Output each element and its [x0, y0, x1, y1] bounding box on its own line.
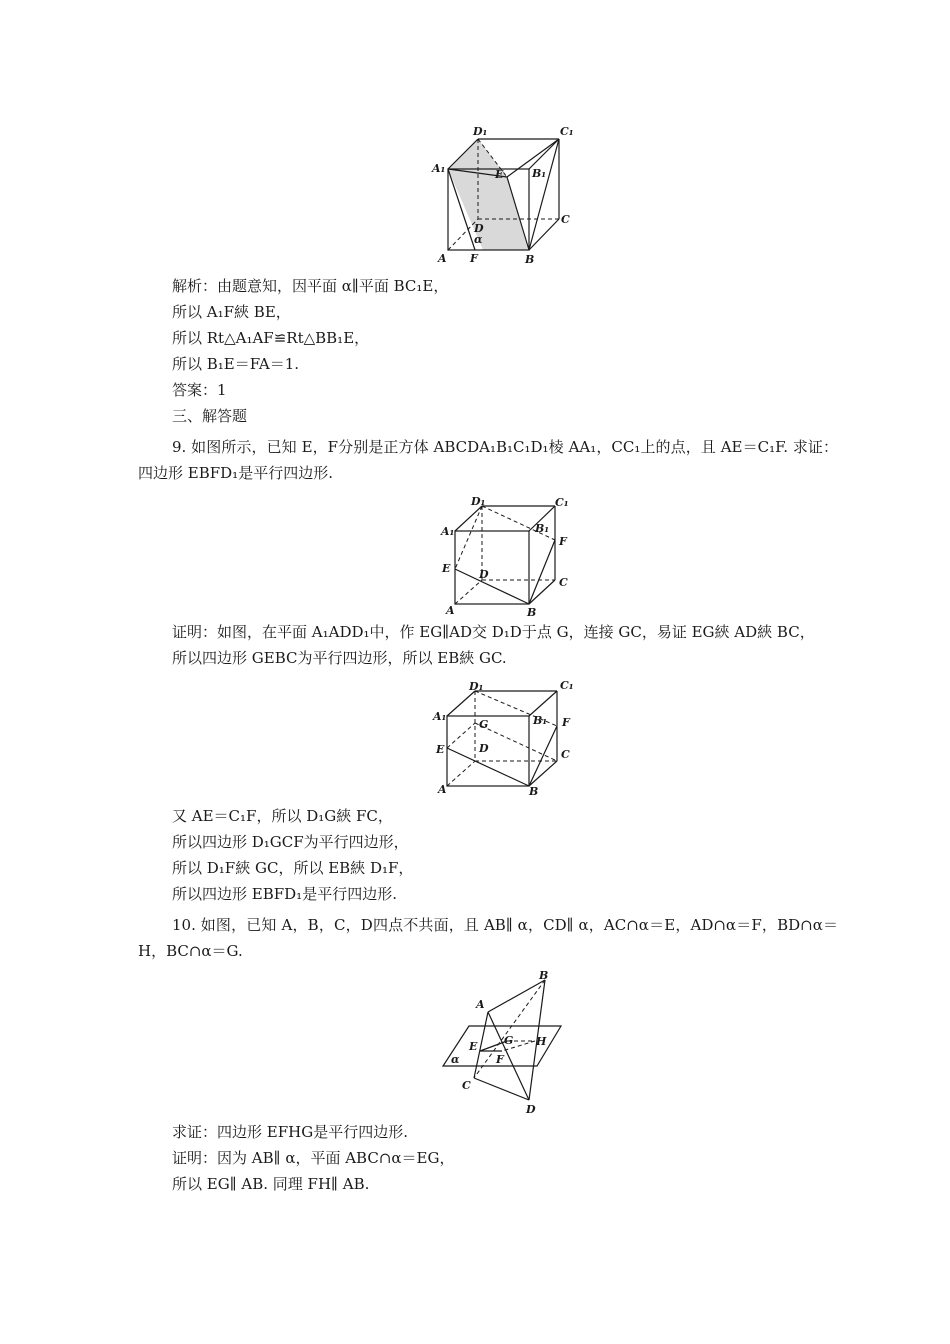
label-D1: D₁	[473, 125, 488, 138]
label-A1: A₁	[441, 525, 455, 538]
proof-goal: 求证：四边形 EFHG是平行四边形.	[172, 1123, 408, 1141]
step-line: 所以 B₁E＝FA＝1.	[172, 355, 300, 373]
figure-tetrahedron-plane	[438, 968, 574, 1118]
proof-line: 又 AE＝C₁F，所以 D₁G綊 FC，	[172, 807, 393, 825]
label-F: F	[496, 1053, 504, 1066]
proof-line: 所以四边形 D₁GCF为平行四边形，	[172, 833, 409, 851]
proof-line: 证明：因为 AB∥ α，平面 ABC∩α＝EG，	[172, 1149, 455, 1167]
label-G: G	[504, 1034, 514, 1047]
label-A: A	[438, 252, 447, 265]
label-C: C	[462, 1079, 471, 1092]
figure-cube-EBFD1	[438, 494, 578, 618]
label-B: B	[539, 969, 549, 982]
label-C: C	[561, 748, 570, 761]
label-B: B	[529, 785, 539, 798]
shaded-plane-alpha	[448, 139, 528, 250]
figure-cube-GEBC	[430, 676, 582, 800]
label-D1: D₁	[469, 680, 484, 693]
label-A: A	[446, 604, 455, 617]
label-A: A	[438, 783, 447, 796]
proof-line: 所以四边形 GEBC为平行四边形，所以 EB綊 GC.	[172, 649, 507, 667]
proof-line: 所以四边形 EBFD₁是平行四边形.	[172, 885, 397, 903]
label-D1: D₁	[471, 495, 486, 508]
label-F: F	[470, 252, 478, 265]
step-line: 所以 Rt△A₁AF≌Rt△BB₁E，	[172, 329, 370, 347]
step-line: 所以 A₁F綊 BE，	[172, 303, 291, 321]
label-E: E	[442, 562, 451, 575]
solution-intro: 解析：由题意知，因平面 α∥平面 BC₁E，	[172, 277, 449, 295]
proof-line: 所以 D₁F綊 GC，所以 EB綊 D₁F，	[172, 859, 414, 877]
label-D: D	[526, 1103, 536, 1116]
problem-9: 9. 如图所示，已知 E，F分别是正方体 ABCDA₁B₁C₁D₁棱 AA₁，CC₁上的点，且 AE＝C₁F. 求证：四边形 EBFD₁是平行四边形.	[138, 438, 838, 482]
problem-10: 10. 如图，已知 A，B，C，D四点不共面，且 AB∥ α，CD∥ α，AC∩α＝E，AD∩α＝F，BD∩α＝H，BC∩α＝G.	[138, 916, 838, 960]
label-C: C	[559, 576, 568, 589]
label-F: F	[559, 535, 567, 548]
label-B1: B₁	[535, 522, 550, 535]
label-B1: B₁	[532, 167, 547, 180]
label-G: G	[479, 718, 489, 731]
label-E: E	[469, 1040, 478, 1053]
label-F: F	[562, 716, 570, 729]
label-H: H	[536, 1035, 547, 1048]
label-C: C	[561, 213, 570, 226]
proof-line: 证明：如图，在平面 A₁ADD₁中，作 EG∥AD交 D₁D于点 G，连接 GC，易证 EG綊 AD綊 BC，	[172, 623, 815, 641]
label-D: D	[479, 568, 489, 581]
proof-line: 所以 EG∥ AB. 同理 FH∥ AB.	[172, 1175, 370, 1193]
section-heading: 三、解答题	[172, 407, 248, 425]
label-B1: B₁	[533, 714, 548, 727]
label-C1: C₁	[560, 679, 574, 692]
label-E: E	[495, 168, 504, 181]
label-E: E	[436, 743, 445, 756]
label-alpha: α	[451, 1053, 460, 1066]
answer-line: 答案：1	[172, 381, 227, 399]
label-C1: C₁	[555, 496, 569, 509]
figure-cube-plane-alpha	[428, 122, 588, 272]
label-A: A	[476, 998, 485, 1011]
label-C1: C₁	[560, 125, 574, 138]
label-D: D	[479, 742, 489, 755]
label-A1: A₁	[433, 710, 447, 723]
label-alpha: α	[474, 233, 483, 246]
label-D: D	[474, 222, 484, 235]
label-B: B	[525, 253, 535, 266]
label-A1: A₁	[432, 162, 446, 175]
label-B: B	[527, 606, 537, 618]
